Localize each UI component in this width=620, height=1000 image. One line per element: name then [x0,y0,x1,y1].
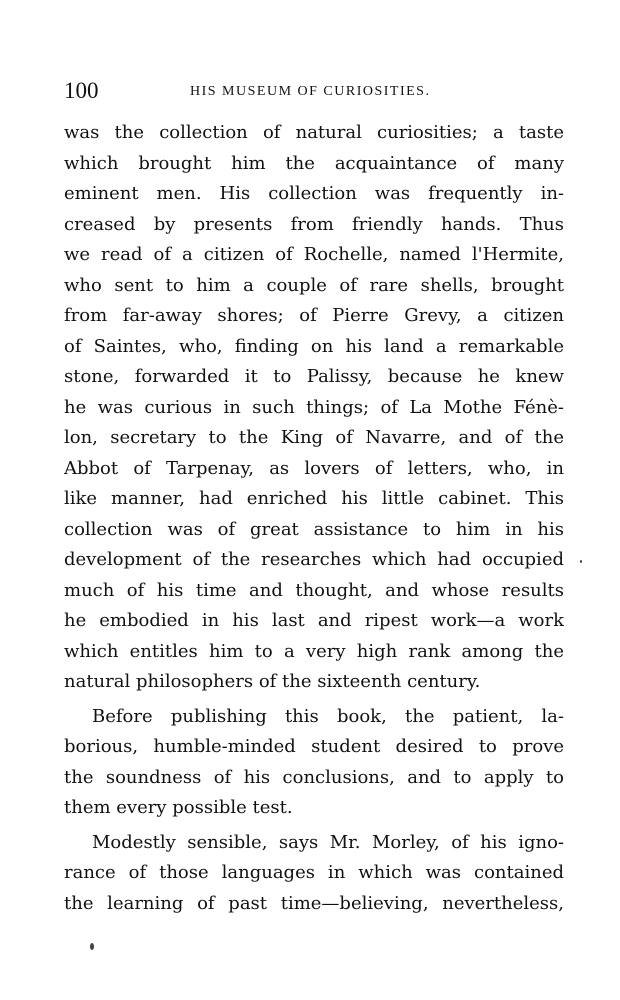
text-line: like manner, had enriched his little cabinet. This [64,488,564,509]
page-number: 100 [64,78,99,103]
text-line: stone, forwarded it to Palissy, because he knew [64,366,564,387]
text-line: them every possible test. [64,797,293,818]
text-line: the learning of past time—believing, nevertheless, [64,892,564,914]
text-line: eminent men. His collection was frequently in- [64,183,564,204]
ink-speck [580,560,582,563]
text-line: from far-away shores; of Pierre Grevy, a citizen [64,305,564,326]
text-line: we read of a citizen of Rochelle, named l'Hermite, [64,244,564,265]
text-line: lon, secretary to the King of Navarre, and of the [64,427,564,448]
text-line: development of the researches which had occupied [64,549,564,570]
paragraph [64,702,564,824]
text-line: he embodied in his last and ripest work—a work [64,610,564,631]
text-line: Before publishing this book, the patient, la- [92,705,564,727]
text-line: collection was of great assistance to him in his [64,518,564,540]
text-line: much of his time and thought, and whose results [64,579,564,601]
text-line: borious, humble-minded student desired to prove [64,736,564,757]
ink-speck [90,943,94,950]
text-line: natural philosophers of the sixteenth century. [64,671,481,692]
text-line: he was curious in such things; of La Mothe Fénè- [64,396,564,418]
text-line: Modestly sensible, says Mr. Morley, of his igno- [92,831,564,853]
text-line: the soundness of his conclusions, and to apply to [64,766,564,788]
paragraph [64,118,564,698]
text-line: which brought him the acquaintance of many [64,152,564,174]
text-line: creased by presents from friendly hands. Thus [64,213,564,235]
running-head: HIS MUSEUM OF CURIOSITIES. [190,84,431,99]
text-line: of Saintes, who, finding on his land a remarkable [64,335,564,357]
text-line: rance of those languages in which was contained [64,862,564,883]
text-line: which entitles him to a very high rank among the [64,640,564,662]
page-header [64,76,564,106]
text-line: Abbot of Tarpenay, as lovers of letters, who, in [64,457,564,479]
body-text [64,118,564,919]
paragraph [64,828,564,920]
text-line: was the collection of natural curiosities; a taste [64,122,564,143]
text-line: who sent to him a couple of rare shells, brought [64,274,564,296]
